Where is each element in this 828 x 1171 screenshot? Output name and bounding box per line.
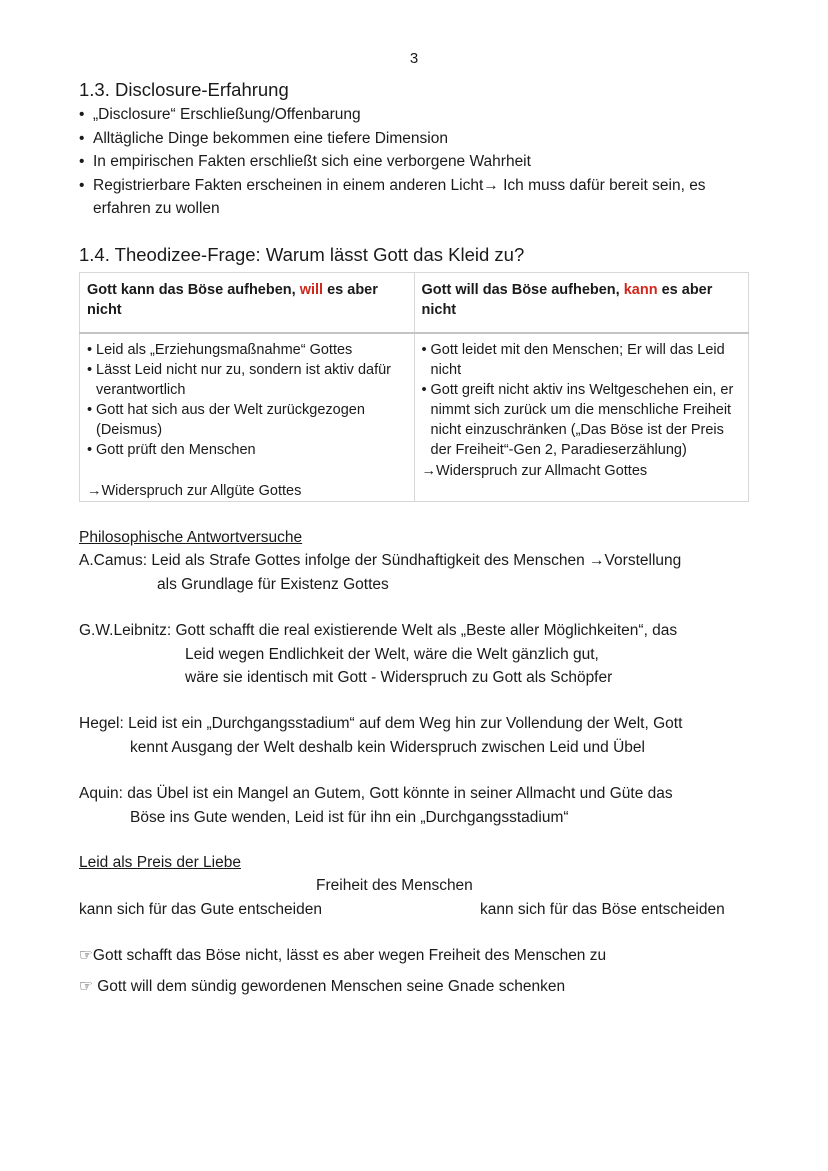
camus-line: als Grundlage für Existenz Gottes — [157, 575, 389, 593]
col2-list — [422, 340, 742, 460]
col2-header-text-end: es aber nicht — [421, 282, 713, 318]
col1-header — [80, 273, 415, 334]
col2-conclusion: →Widerspruch zur Allmacht Gottes — [421, 463, 648, 479]
list-item: • Gott hat sich aus der Welt zurückgezogen (Deismus) — [87, 400, 407, 440]
hegel-line: kennt Ausgang der Welt deshalb kein Widerspruch zwischen Leid und Übel — [130, 738, 645, 756]
col2-header-text: Gott will das Böse aufheben, — [421, 282, 624, 298]
leibniz-paragraph — [79, 619, 779, 690]
bullet-item: • In empirischen Fakten erschließt sich eine verborgene Wahrheit — [79, 150, 759, 174]
love-heading: Leid als Preis der Liebe — [79, 854, 241, 871]
hegel-line: Hegel: Leid ist ein „Durchgangsstadium“ auf dem Weg hin zur Vollendung der Welt, Gott — [79, 715, 683, 732]
col2-header — [414, 273, 749, 334]
col2-cell — [414, 333, 749, 502]
col1-header-emphasis: will — [299, 282, 324, 298]
list-item: • Leid als „Erziehungsmaßnahme“ Gottes — [87, 340, 407, 360]
list-item: • Lässt Leid nicht nur zu, sondern ist aktiv dafür verantwortlich — [87, 360, 407, 400]
leibniz-line: G.W.Leibnitz: Gott schafft die real existierende Welt als „Beste aller Möglichkeiten“, das — [79, 622, 678, 639]
col1-header-text: Gott kann das Böse aufheben, — [87, 282, 300, 298]
theodicy-table — [79, 272, 749, 502]
bullet-item: • Registrierbare Fakten erscheinen in einem anderen Licht→ Ich muss dafür bereit sein, es erfahren zu wollen — [79, 174, 759, 221]
hegel-paragraph — [79, 712, 779, 759]
page-number: 3 — [409, 50, 419, 67]
conclusion-point-2: ☞ Gott will dem sündig gewordenen Menschen seine Gnade schenken — [79, 978, 566, 995]
disclosure-bullet-list — [79, 103, 759, 221]
col2-header-emphasis: kann — [623, 282, 658, 298]
section-1-4-heading: 1.4. Theodizee-Frage: Warum lässt Gott das Kleid zu? — [79, 244, 525, 265]
camus-paragraph — [79, 549, 779, 596]
leibniz-line: Leid wegen Endlichkeit der Welt, wäre die Welt gänzlich gut, — [185, 645, 599, 663]
col1-list — [87, 340, 407, 460]
conclusion-point-1: ☞Gott schafft das Böse nicht, lässt es aber wegen Freiheit des Menschen zu — [79, 947, 607, 964]
bullet-item: • Alltägliche Dinge bekommen eine tiefere Dimension — [79, 127, 759, 151]
col1-conclusion: →Widerspruch zur Allgüte Gottes — [87, 483, 302, 499]
aquin-line: Aquin: das Übel ist ein Mangel an Gutem, Gott könnte in seiner Allmacht und Güte das — [79, 785, 673, 802]
list-item: • Gott greift nicht aktiv ins Weltgeschehen ein, er nimmt sich zurück um die menschliche Freiheit nicht einzuschränken („Das Böse ist der Preis der Freiheit“-Gen 2, Paradieserzählung) — [422, 380, 742, 460]
list-item: • Gott leidet mit den Menschen; Er will das Leid nicht — [422, 340, 742, 380]
aquin-line: Böse ins Gute wenden, Leid ist für ihn ein „Durchgangsstadium“ — [130, 808, 569, 826]
freedom-label: Freiheit des Menschen — [316, 877, 473, 894]
camus-line: A.Camus: Leid als Strafe Gottes infolge der Sündhaftigkeit des Menschen →Vorstellung — [79, 552, 682, 569]
evil-choice-label: kann sich für das Böse entscheiden — [480, 901, 725, 918]
philosophy-heading: Philosophische Antwortversuche — [79, 529, 303, 546]
list-item: • Gott prüft den Menschen — [87, 440, 407, 460]
col1-header-text-end: es aber nicht — [87, 282, 378, 318]
good-choice-label: kann sich für das Gute entscheiden — [79, 901, 322, 918]
col1-cell — [80, 333, 415, 502]
bullet-item: • „Disclosure“ Erschließung/Offenbarung — [79, 103, 759, 127]
section-1-3-heading: 1.3. Disclosure-Erfahrung — [79, 79, 289, 100]
leibniz-line: wäre sie identisch mit Gott - Widerspruch zu Gott als Schöpfer — [185, 669, 613, 686]
aquin-paragraph — [79, 782, 779, 829]
